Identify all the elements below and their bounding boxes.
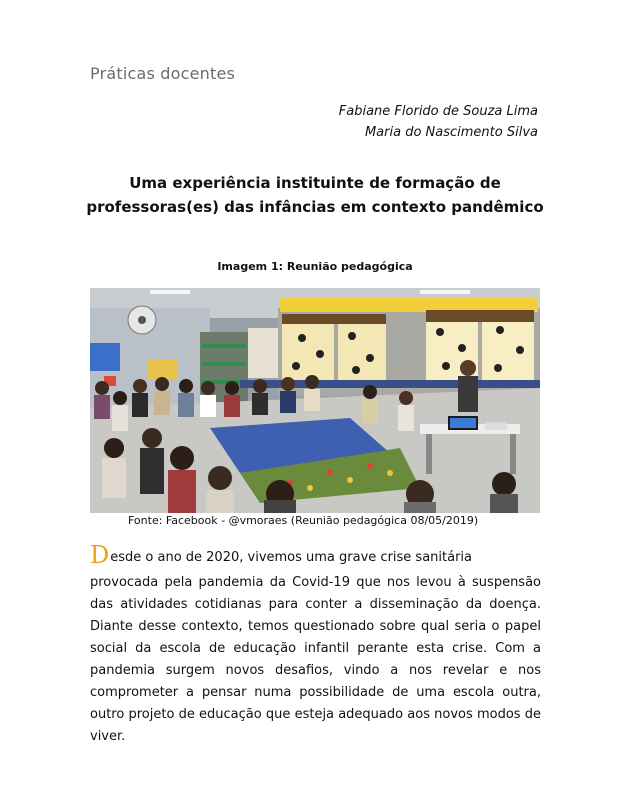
drop-cap: D [90,541,110,569]
article-title-line: Uma experiência instituinte de formação de [129,174,501,192]
author-name: Maria do Nascimento Silva [364,125,538,140]
first-line-text: esde o ano de 2020, vivemos uma grave crise sanitária [110,550,473,565]
body-text: provocada pela pandemia da Covid-19 que nos levou à suspensão das atividades cotidianas para conter a disseminação da doença. Diante desse contexto, temos questionado sobre qual seria o papel social da escola de educação infantil perante esta crise. Com a pandemia surgem novos desafios, vindo a nos revelar e nos comprometer a pensar numa possibilidade de uma escola outra, outro projeto de educação que esteja adequado aos novos modos de viver. [90,575,541,744]
author-list [339,101,538,143]
article-title [60,171,570,219]
body-paragraph [90,541,541,748]
figure-caption: Imagem 1: Reunião pedagógica [217,260,413,273]
meeting-photo-illustration [90,288,540,513]
section-label: Práticas docentes [90,64,236,83]
article-title-line: professoras(es) das infâncias em contexto pandêmico [86,198,544,216]
meeting-photo [90,288,540,513]
author-name: Fabiane Florido de Souza Lima [338,104,538,119]
first-line [90,541,541,572]
figure-source: Fonte: Facebook - @vmoraes (Reunião pedagógica 08/05/2019) [128,514,479,527]
